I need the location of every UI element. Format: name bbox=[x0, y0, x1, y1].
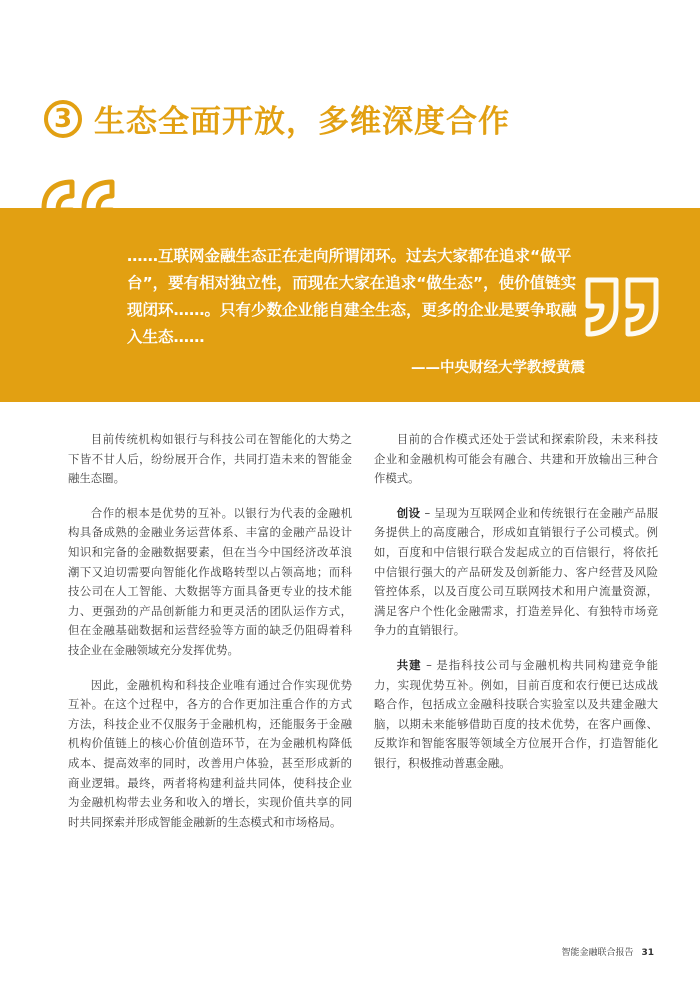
paragraph-chuangshe bbox=[374, 504, 658, 641]
section-title: 生态全面开放，多维深度合作 bbox=[94, 104, 510, 140]
section-number: 3 bbox=[53, 103, 73, 134]
page-number: 31 bbox=[641, 948, 654, 958]
term-label: 创设 bbox=[396, 505, 421, 520]
term-label: 共建 bbox=[396, 657, 422, 672]
paragraph-gongjian bbox=[374, 656, 658, 774]
open-quote-icon bbox=[38, 176, 118, 248]
right-column bbox=[374, 430, 658, 789]
term-text: – 呈现为互联网企业和传统银行在金融产品服务提供上的高度融合，形成如直销银行子公司模式。例如，百度和中信银行联合发起成立的百信银行，将依托中信银行强大的产品研发及创新能力、客户经营及风险管控体系，以及百度公司互联网技术和用户流量资源，满足客户个性化金融需求，打造差异化、有独特市场竞争力的直销银行。 bbox=[374, 505, 658, 638]
paragraph: 目前的合作模式还处于尝试和探索阶段，未来科技企业和金融机构可能会有融合、共建和开放输出三种合作模式。 bbox=[374, 432, 658, 486]
page-footer bbox=[561, 945, 654, 958]
left-column bbox=[68, 430, 352, 847]
quote-attribution: ——中央财经大学教授黄震 bbox=[411, 360, 585, 376]
paragraph: 合作的根本是优势的互补。以银行为代表的金融机构具备成熟的金融业务运营体系、丰富的金融产品设计知识和完备的金融数据要素，但在当今中国经济改革浪潮下又迫切需要向智能化作战略转型以占领高地；而科技公司在人工智能、大数据等方面具备更专业的技术能力、更强劲的产品创新能力和更灵活的团队运作方式，但在金融基础数据和运营经验等方面的缺乏仍阻碍着科技企业在金融领域充分发挥优势。 bbox=[68, 505, 352, 657]
quote-text: ……互联网金融生态正在走向所谓闭环。过去大家都在追求“做平台”，要有相对独立性，而现在大家在追求“做生态”，使价值链实现闭环……。只有少数企业能自建全生态，更多的企业是要争取融入生态…… bbox=[127, 247, 577, 346]
section-number-badge bbox=[44, 100, 82, 138]
paragraph: 因此，金融机构和科技企业唯有通过合作实现优势互补。在这个过程中，各方的合作更加注重合作的方式方法，科技企业不仅服务于金融机构，还能服务于金融机构价值链上的核心价值创造环节，在为金融机构降低成本、提高效率的同时，改善用户体验，甚至形成新的商业逻辑。最终，两者将构建利益共同体，使科技企业为金融机构带去业务和收入的增长，实现价值共享的同时共同探索并形成智能金融新的生态模式和市场格局。 bbox=[68, 677, 352, 829]
section-header bbox=[44, 96, 510, 141]
paragraph: 目前传统机构如银行与科技公司在智能化的大势之下皆不甘人后，纷纷展开合作，共同打造未来的智能金融生态圈。 bbox=[68, 432, 352, 486]
close-quote-icon bbox=[582, 268, 662, 340]
term-text: – 是指科技公司与金融机构共同构建竞争能力，实现优势互补。例如，目前百度和农行便已达成战略合作，包括成立金融科技联合实验室以及共建金融大脑，以期未来能够借助百度的技术优势，在客户画像、反欺诈和智能客服等领域全方位展开合作，打造智能化银行，积极推动普惠金融。 bbox=[374, 657, 658, 770]
report-name: 智能金融联合报告 bbox=[561, 948, 634, 958]
